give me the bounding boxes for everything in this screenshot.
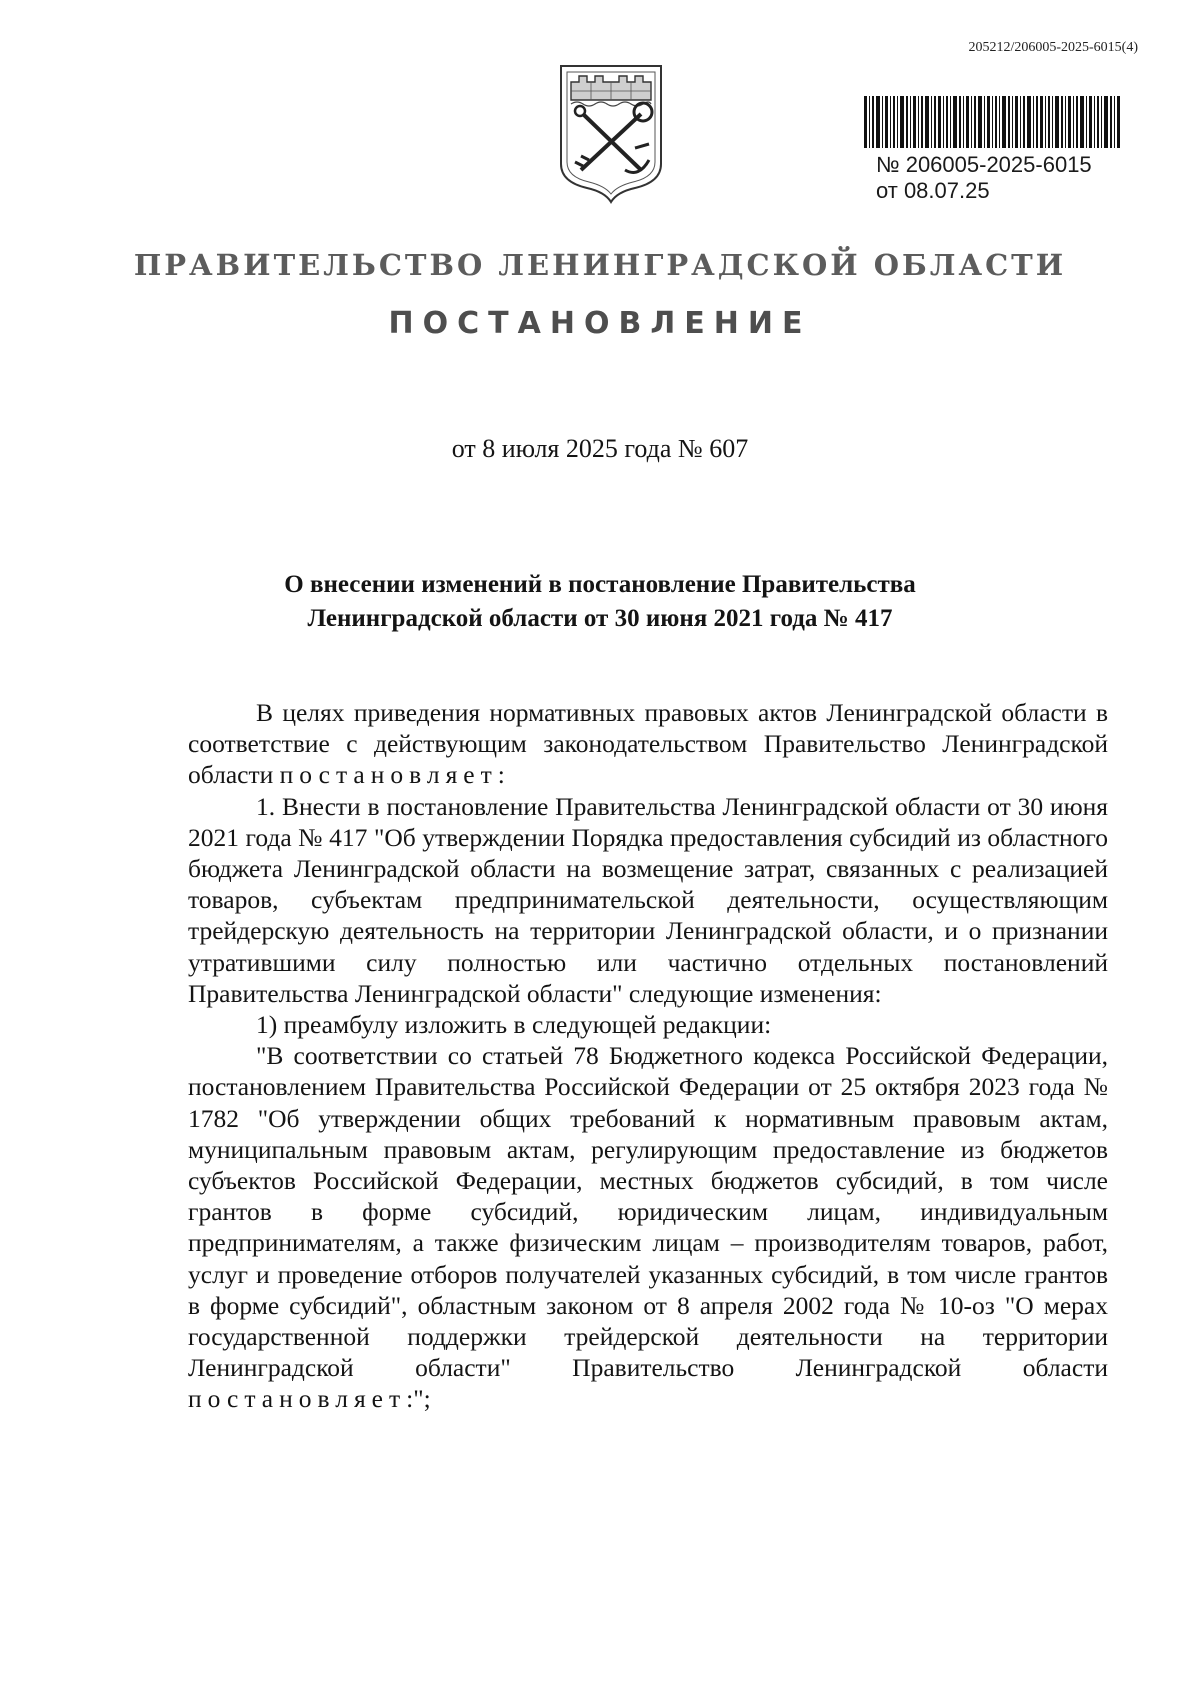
paragraph-new-preamble <box>188 1040 1108 1414</box>
document-type: ПОСТАНОВЛЕНИЕ <box>388 306 812 341</box>
paragraph-text: "В соответствии со статьей 78 Бюджетного кодекса Российской Федерации, постановлением Правительства Российской Федерации от 25 октября 2023 года № 1782 "Об утверждении общих требований к нормативным правовым актам, муниципальным правовым актам, регулирующим предоставление из бюджетов субъектов Российской Федерации, местных бюджетов субсидий, в том числе грантов в форме субсидий, юридическим лицам, индивидуальным предпринимателям, а также физическим лицам – производителям товаров, работ, услуг и проведение отборов получателей указанных субсидий, в том числе грантов в форме субсидий", областным законом от 8 апреля 2002 года № 10-оз "О мерах государственной поддержки трейдерской деятельности на территории Ленинградской области" Правительство Ленинградской области <box>188 1041 1108 1383</box>
paragraph-preamble <box>188 697 1108 791</box>
registration-number: № 206005-2025-6015 <box>876 152 1092 177</box>
authority-title: ПРАВИТЕЛЬСТВО ЛЕНИНГРАДСКОЙ ОБЛАСТИ <box>133 248 1067 282</box>
barcode-icon <box>864 96 1120 148</box>
registration-stamp <box>876 152 1092 204</box>
resolves-word: постановляет <box>279 760 498 790</box>
paragraph-text: В целях приведения нормативных правовых актов Ленинградской области в соответствие с действующим законодательством Правительство Ленинградской области <box>188 698 1108 790</box>
paragraph-tail: :"; <box>406 1384 431 1414</box>
document-date-number: от 8 июля 2025 года № 607 <box>451 434 749 463</box>
paragraph-tail: : <box>497 760 505 790</box>
registration-date: от 08.07.25 <box>876 178 990 203</box>
heading-line-2: Ленинградской области от 30 июня 2021 года № 417 <box>307 605 893 632</box>
paragraph-item-1: 1. Внести в постановление Правительства Ленинградской области от 30 июня 2021 года № 417 "Об утверждении Порядка предоставления субсидий из областного бюджета Ленинградской области на возмещение затрат, связанных с реализацией товаров, субъектам предпринимательской деятельности, осуществляющим трейдерскую деятельность на территории Ленинградской области, и о признании утратившими силу полностью или частично отдельных постановлений Правительства Ленинградской области" следующие изменения: <box>188 791 1108 1008</box>
leningrad-oblast-coat-of-arms-icon <box>553 60 669 204</box>
document-heading <box>190 568 1010 636</box>
paragraph-subitem-1: 1) преамбулу изложить в следующей редакции: <box>256 1010 772 1040</box>
document-id: 205212/206005-2025-6015(4) <box>968 40 1138 55</box>
heading-line-1: О внесении изменений в постановление Правительства <box>284 571 916 598</box>
document-body <box>188 697 1108 1415</box>
resolves-word: постановляет <box>188 1384 407 1414</box>
